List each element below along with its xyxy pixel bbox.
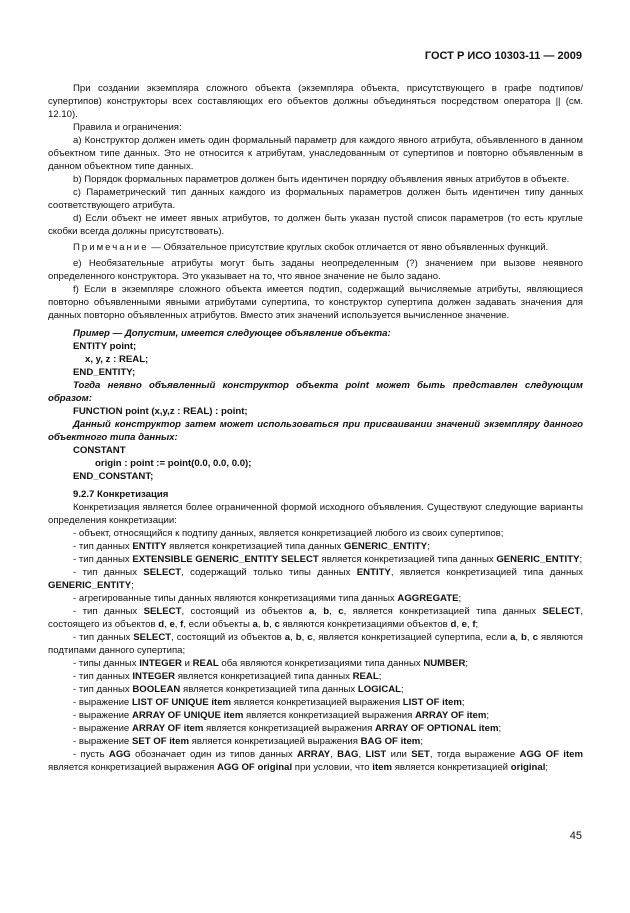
- example-text: Данный конструктор затем может использоваться при присваивании значений экземпляру данного объектного типа данных:: [48, 419, 583, 443]
- note-label: Примечание: [73, 242, 149, 253]
- list-item: - тип данных SELECT, состоящий из объектов a, b, c, является конкретизацией супертипа, если a, b, c являются подтипами данного супертипа;: [48, 632, 583, 656]
- page-number: 45: [569, 830, 582, 842]
- rule-item: e) Необязательные атрибуты могут быть заданы неопределенным (?) значением при вызове неявного определенного конструктора. Это указывает на то, что явное значение не было задано.: [48, 258, 583, 282]
- rule-item: d) Если объект не имеет явных атрибутов, то должен быть указан пустой список параметров (то есть круглые скобки всегда должны присутствовать).: [48, 213, 583, 237]
- standard-header: ГОСТ Р ИСО 10303-11 — 2009: [424, 50, 582, 62]
- paragraph: При создании экземпляра сложного объекта (экземпляра объекта, присутствующего в графе подтипов/супертипов) конструкторы всех составляющих его объектов должны объединяться посредством оператора || (см. 12.10).: [48, 83, 583, 120]
- rule-item: b) Порядок формальных параметров должен быть идентичен порядку объявления явных атрибутов в объекте.: [73, 174, 570, 185]
- code-line: END_CONSTANT;: [73, 471, 154, 482]
- list-item: - выражение LIST OF UNIQUE item является конкретизацией выражения LIST OF item;: [73, 697, 465, 708]
- code-line: END_ENTITY;: [73, 367, 136, 378]
- list-item: - тип данных INTEGER является конкретизацией типа данных REAL;: [73, 671, 382, 682]
- rule-item: a) Конструктор должен иметь один формальный параметр для каждого явного атрибута, объявленного в данном объектном типе данных. Это не относится к атрибутам, унаследованным от супертипов и повторно объявленным в данном объектном типе данных.: [48, 135, 583, 172]
- code-line: FUNCTION point (x,y,z : REAL) : point;: [73, 406, 248, 417]
- code-line: origin : point := point(0.0, 0.0, 0.0);: [95, 458, 252, 469]
- list-item: - выражение ARRAY OF item является конкретизацией выражения ARRAY OF OPTIONAL item;: [73, 723, 502, 734]
- list-item: - агрегированные типы данных являются конкретизациями типа данных AGGREGATE;: [73, 593, 462, 604]
- list-item: - тип данных BOOLEAN является конкретизацией типа данных LOGICAL;: [73, 684, 404, 695]
- section-heading: 9.2.7 Конкретизация: [73, 489, 169, 500]
- list-item: - выражение ARRAY OF UNIQUE item является конкретизацией выражения ARRAY OF item;: [73, 710, 490, 721]
- list-item: - пусть AGG обозначает один из типов данных ARRAY, BAG, LIST или SET, тогда выражение AGG OF item является конкретизацией выражения AGG OF original при условии, что item является конкретизацией original;: [48, 749, 584, 773]
- rule-item: c) Параметрический тип данных каждого из формальных параметров должен быть идентичен типу данных соответствующего атрибута.: [48, 187, 583, 211]
- note-text: — Обязательное присутствие круглых скобок отличается от явно объявленных функций.: [148, 242, 549, 253]
- list-item: - типы данных INTEGER и REAL оба являются конкретизациями типа данных NUMBER;: [73, 658, 469, 669]
- list-item: - тип данных EXTENSIBLE GENERIC_ENTITY SELECT является конкретизацией типа данных GENERIC_ENTITY;: [73, 554, 583, 565]
- code-line: ENTITY point;: [73, 341, 137, 352]
- list-item: - объект, относящийся к подтипу данных, является конкретизацией любого из своих супертипов;: [73, 528, 504, 539]
- paragraph: Конкретизация является более ограниченной формой исходного объявления. Существуют следующие варианты определения конкретизации:: [48, 502, 583, 526]
- rule-item: f) Если в экземпляре сложного объекта имеется подтип, содержащий вычисляемые атрибуты, являющиеся повторно объявленными явными атрибутами супертипа, то конструктор супертипа должен задавать значения для данных повторно объявленных атрибутов. Вместо этих значений используется вычисленное значение.: [48, 284, 583, 321]
- note: [48, 241, 583, 254]
- paragraph: Правила и ограничения:: [73, 122, 182, 133]
- list-item: - тип данных ENTITY является конкретизацией типа данных GENERIC_ENTITY;: [73, 541, 430, 552]
- list-item: - выражение SET OF item является конкретизацией выражения BAG OF item;: [73, 736, 423, 747]
- example-text: Тогда неявно объявленный конструктор объекта point может быть представлен следующим образом:: [48, 380, 583, 404]
- list-item: - тип данных SELECT, состоящий из объектов a, b, c, является конкретизацией типа данных SELECT, состоящего из объектов d, e, f, если объекты a, b, c являются конкретизациями объектов d, e, f;: [48, 606, 583, 630]
- list-item: - тип данных SELECT, содержащий только типы данных ENTITY, является конкретизацией типа данных GENERIC_ENTITY;: [48, 567, 583, 591]
- code-line: x, y, z : REAL;: [85, 354, 149, 365]
- code-line: CONSTANT: [73, 445, 126, 456]
- example-text: Пример — Допустим, имеется следующее объявление объекта:: [73, 328, 391, 339]
- page-body: [48, 82, 583, 774]
